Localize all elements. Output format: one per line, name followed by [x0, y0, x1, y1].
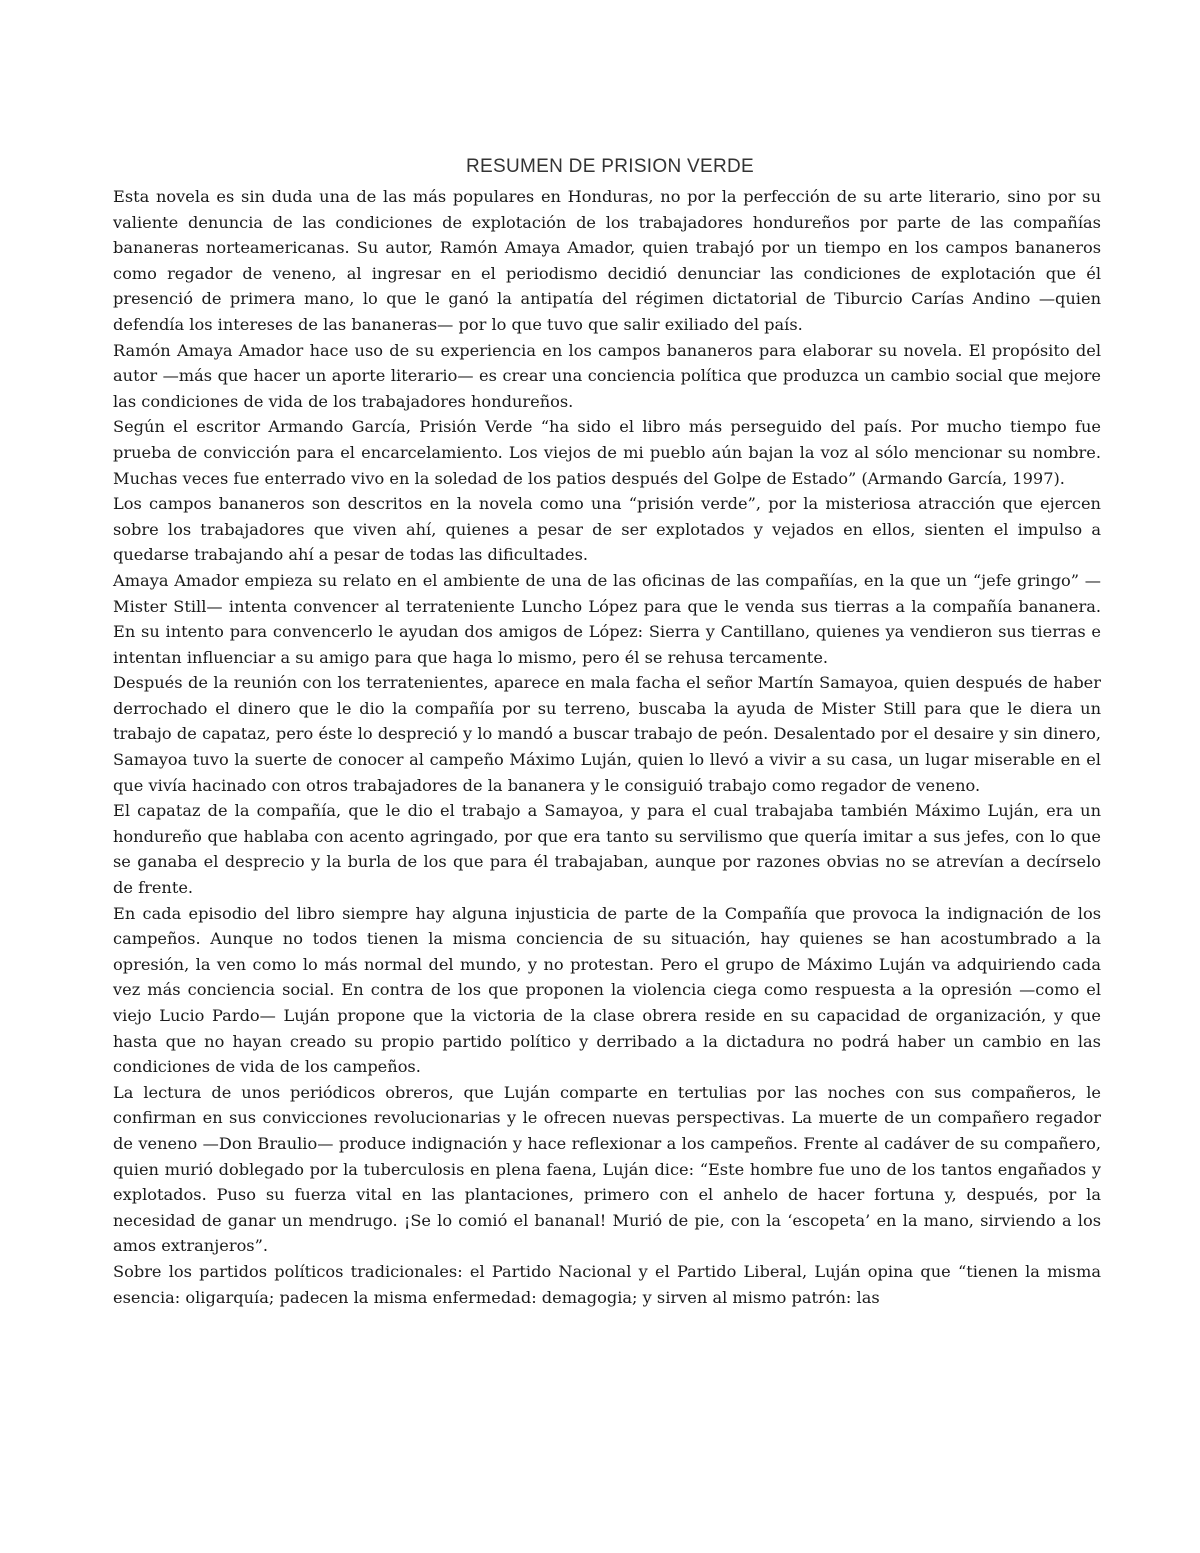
paragraph: Sobre los partidos políticos tradicionales: el Partido Nacional y el Partido Liberal, Luján opina que “tienen la misma esencia: oligarquía; padecen la misma enfermedad: demagogia; y sirven al mismo patrón: las: [113, 1261, 1101, 1307]
paragraph: Amaya Amador empieza su relato en el ambiente de una de las oficinas de las compañías, en la que un “jefe gringo” —Mister Still— intenta convencer al terrateniente Luncho López para que le venda sus tierras a la compañía bananera. En su intento para convencerlo le ayudan dos amigos de López: Sierra y Cantillano, quienes ya vendieron sus tierras e intentan influenciar a su amigo para que haga lo mismo, pero él se rehusa tercamente.: [113, 570, 1101, 667]
paragraph: Esta novela es sin duda una de las más populares en Honduras, no por la perfección de su arte literario, sino por su valiente denuncia de las condiciones de explotación de los trabajadores hondureños por parte de las compañías bananeras norteamericanas. Su autor, Ramón Amaya Amador, quien trabajó por un tiempo en los campos bananeros como regador de veneno, al ingresar en el periodismo decidió denunciar las condiciones de explotación que él presenció de primera mano, lo que le ganó la antipatía del régimen dictatorial de Tiburcio Carías Andino —quien defendía los intereses de las bananeras— por lo que tuvo que salir exiliado del país.: [113, 187, 1101, 334]
document-body: [113, 184, 1101, 1310]
paragraph: La lectura de unos periódicos obreros, que Luján comparte en tertulias por las noches con sus compañeros, le confirman en sus convicciones revolucionarias y le ofrecen nuevas perspectivas. La muerte de un compañero regador de veneno —Don Braulio— produce indignación y hace reflexionar a los campeños. Frente al cadáver de su compañero, quien murió doblegado por la tuberculosis en plena faena, Luján dice: “Este hombre fue uno de los tantos engañados y explotados. Puso su fuerza vital en las plantaciones, primero con el anhelo de hacer fortuna y, después, por la necesidad de ganar un mendrugo. ¡Se lo comió el bananal! Murió de pie, con la ‘escopeta’ en la mano, sirviendo a los amos extranjeros”.: [113, 1082, 1101, 1256]
paragraph: Los campos bananeros son descritos en la novela como una “prisión verde”, por la misteriosa atracción que ejercen sobre los trabajadores que viven ahí, quienes a pesar de ser explotados y vejados en ellos, sienten el impulso a quedarse trabajando ahí a pesar de todas las dificultades.: [113, 494, 1101, 565]
document-title: RESUMEN DE PRISION VERDE: [465, 156, 755, 177]
paragraph: Según el escritor Armando García, Prisión Verde “ha sido el libro más perseguido del país. Por mucho tiempo fue prueba de convicción para el encarcelamiento. Los viejos de mi pueblo aún bajan la voz al sólo mencionar su nombre. Muchas veces fue enterrado vivo en la soledad de los patios después del Golpe de Estado” (Armando García, 1997).: [113, 417, 1101, 488]
paragraph: Después de la reunión con los terratenientes, aparece en mala facha el señor Martín Samayoa, quien después de haber derrochado el dinero que le dio la compañía por su terreno, buscaba la ayuda de Mister Still para que le diera un trabajo de capataz, pero éste lo despreció y lo mandó a buscar trabajo de peón. Desalentado por el desaire y sin dinero, Samayoa tuvo la suerte de conocer al campeño Máximo Luján, quien lo llevó a vivir a su casa, un lugar miserable en el que vivía hacinado con otros trabajadores de la bananera y le consiguió trabajo como regador de veneno.: [113, 673, 1101, 795]
paragraph: Ramón Amaya Amador hace uso de su experiencia en los campos bananeros para elaborar su novela. El propósito del autor —más que hacer un aporte literario— es crear una conciencia política que produzca un cambio social que mejore las condiciones de vida de los trabajadores hondureños.: [113, 340, 1101, 411]
paragraph: En cada episodio del libro siempre hay alguna injusticia de parte de la Compañía que provoca la indignación de los campeños. Aunque no todos tienen la misma conciencia de su situación, hay quienes se han acostumbrado a la opresión, la ven como lo más normal del mundo, y no protestan. Pero el grupo de Máximo Luján va adquiriendo cada vez más conciencia social. En contra de los que proponen la violencia ciega como respuesta a la opresión —como el viejo Lucio Pardo— Luján propone que la victoria de la clase obrera reside en su capacidad de organización, y que hasta que no hayan creado su propio partido político y derribado a la dictadura no podrá haber un cambio en las condiciones de vida de los campeños.: [113, 903, 1101, 1077]
paragraph: El capataz de la compañía, que le dio el trabajo a Samayoa, y para el cual trabajaba también Máximo Luján, era un hondureño que hablaba con acento agringado, por que era tanto su servilismo que quería imitar a sus jefes, con lo que se ganaba el desprecio y la burla de los que para él trabajaban, aunque por razones obvias no se atrevían a decírselo de frente.: [113, 801, 1101, 898]
